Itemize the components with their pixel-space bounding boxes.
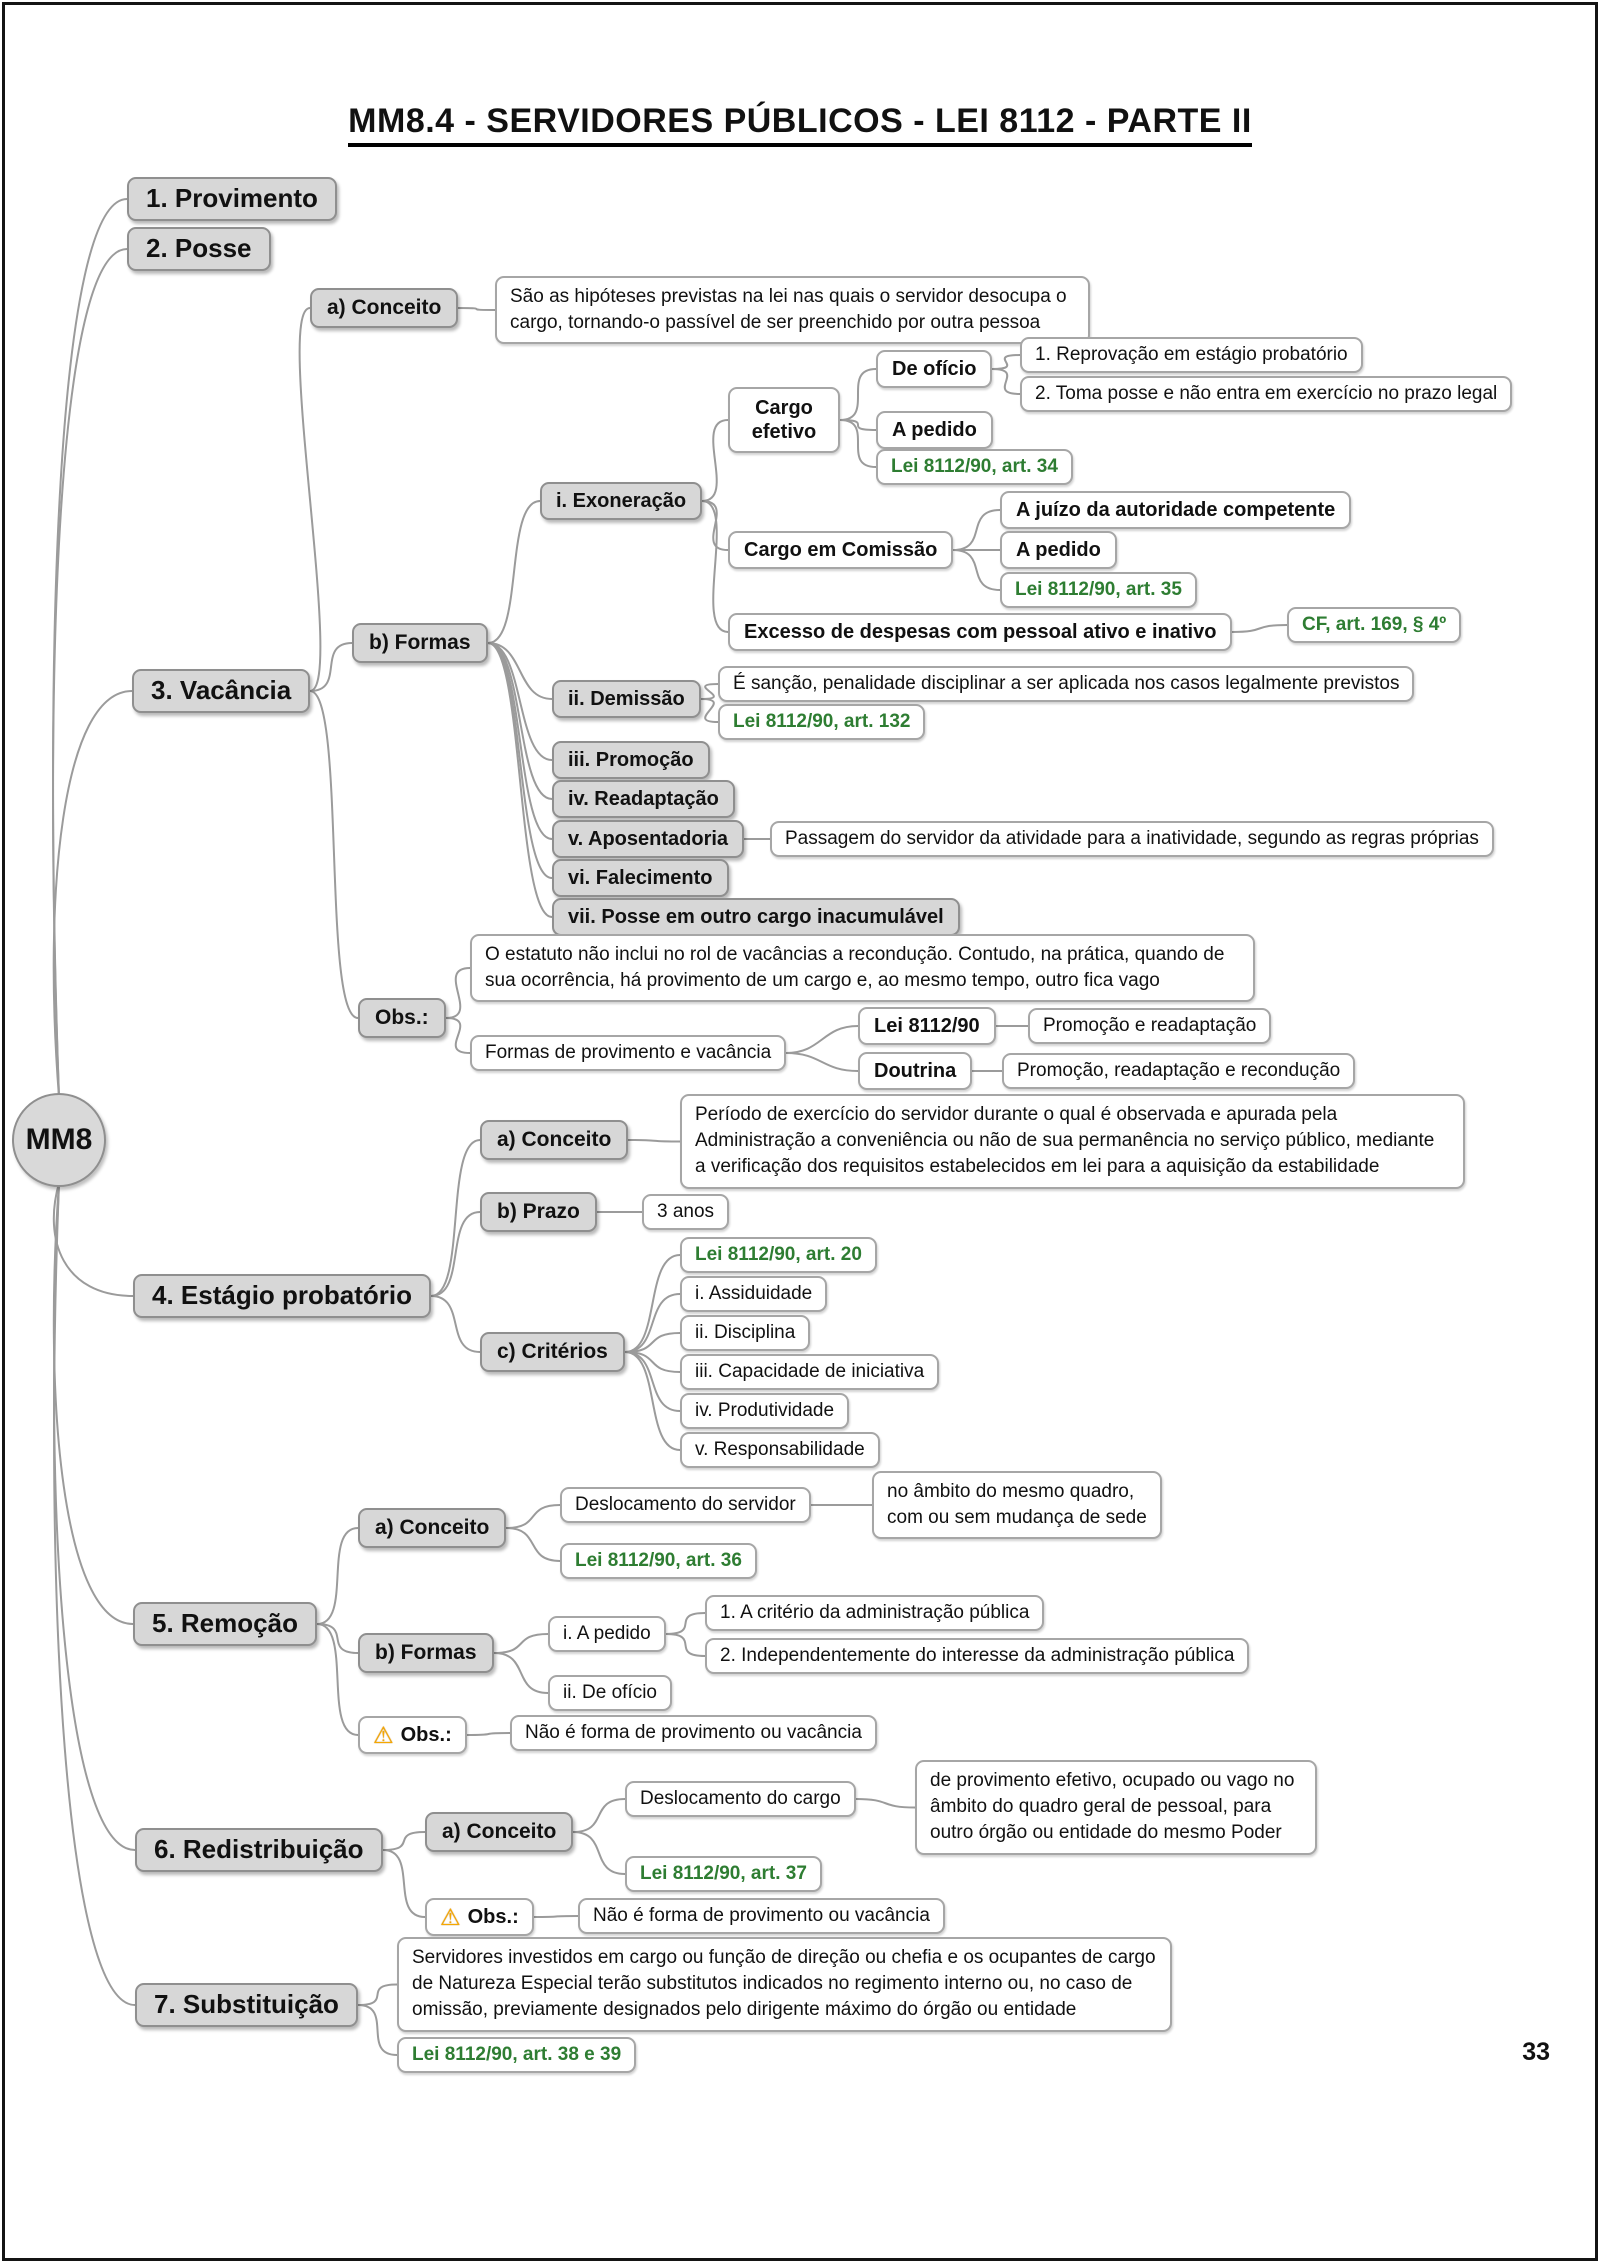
node-remocao-conceito: a) Conceito bbox=[358, 1508, 506, 1548]
root-node-mm8: MM8 bbox=[12, 1093, 106, 1187]
node-falecimento: vi. Falecimento bbox=[552, 859, 729, 897]
node-de-oficio: De ofício bbox=[876, 350, 992, 388]
text-redistribuicao-desc: de provimento efetivo, ocupado ou vago no âmbito do quadro geral de pessoal, para outro órgão ou entidade do mesmo Poder bbox=[915, 1760, 1317, 1855]
text-vacancia-obs-desc: O estatuto não inclui no rol de vacâncias a recondução. Contudo, na prática, quando de sua ocorrência, há provimento de um cargo e, ao mesmo tempo, outro fica vago bbox=[470, 934, 1255, 1002]
ref-lei-art38-39: Lei 8112/90, art. 38 e 39 bbox=[397, 2037, 636, 2073]
text-doutrina-valor: Promoção, readaptação e recondução bbox=[1002, 1053, 1355, 1089]
node-redistribuicao-conceito: a) Conceito bbox=[425, 1812, 573, 1852]
node-vacancia-conceito: a) Conceito bbox=[310, 288, 458, 328]
node-exoneracao: i. Exoneração bbox=[540, 482, 702, 520]
node-posse: 2. Posse bbox=[127, 227, 271, 271]
ref-lei-art37: Lei 8112/90, art. 37 bbox=[625, 1856, 822, 1892]
node-doutrina: Doutrina bbox=[858, 1052, 972, 1090]
node-vacancia-formas: b) Formas bbox=[352, 623, 488, 663]
ref-lei-art35: Lei 8112/90, art. 35 bbox=[1000, 572, 1197, 608]
node-vacancia-obs: Obs.: bbox=[358, 998, 446, 1038]
node-produtividade: iv. Produtividade bbox=[680, 1393, 849, 1429]
ref-lei-art132: Lei 8112/90, art. 132 bbox=[718, 704, 925, 740]
node-assiduidade: i. Assiduidade bbox=[680, 1276, 827, 1312]
text-toma-posse: 2. Toma posse e não entra em exercício no prazo legal bbox=[1020, 376, 1512, 412]
page-title bbox=[0, 102, 1600, 141]
node-vacancia: 3. Vacância bbox=[132, 669, 310, 713]
warning-icon: ⚠ bbox=[373, 1721, 394, 1748]
node-posse-inacumulavel: vii. Posse em outro cargo inacumulável bbox=[552, 898, 960, 936]
text-lei-valor: Promoção e readaptação bbox=[1028, 1008, 1271, 1044]
ref-lei-art36: Lei 8112/90, art. 36 bbox=[560, 1543, 757, 1579]
text-redistribuicao-obs-desc: Não é forma de provimento ou vacância bbox=[578, 1898, 945, 1934]
obs-label: Obs.: bbox=[467, 1906, 519, 1928]
node-remocao-obs bbox=[358, 1716, 467, 1754]
node-provimento: 1. Provimento bbox=[127, 177, 337, 221]
text-estagio-conceito-desc: Período de exercício do servidor durante o qual é observada e apurada pela Administração a conveniência ou não de sua permanência no serviço público, mediante a verificação dos requisitos estabelecidos em lei para a aquisição da estabilidade bbox=[680, 1094, 1465, 1189]
node-promocao: iii. Promoção bbox=[552, 741, 710, 779]
text-independente-interesse: 2. Independentemente do interesse da administração pública bbox=[705, 1638, 1249, 1674]
node-estagio-criterios: c) Critérios bbox=[480, 1332, 625, 1372]
text-remocao-ambito: no âmbito do mesmo quadro, com ou sem mudança de sede bbox=[872, 1471, 1162, 1539]
obs-label: Obs.: bbox=[400, 1724, 452, 1746]
node-a-pedido-comissao: A pedido bbox=[1000, 531, 1117, 569]
node-deslocamento-servidor: Deslocamento do servidor bbox=[560, 1487, 811, 1523]
node-responsabilidade: v. Responsabilidade bbox=[680, 1432, 880, 1468]
node-substituicao: 7. Substituição bbox=[135, 1983, 358, 2027]
node-disciplina: ii. Disciplina bbox=[680, 1315, 810, 1351]
node-cargo-efetivo: Cargo efetivo bbox=[728, 387, 840, 453]
text-substituicao-desc: Servidores investidos em cargo ou função de direção ou chefia e os ocupantes de cargo de Natureza Especial terão substitutos indicados no regimento interno ou, no caso de omissão, previamente designados pelo dirigente máximo do órgão ou entidade bbox=[397, 1937, 1172, 2032]
node-cargo-comissao: Cargo em Comissão bbox=[728, 531, 953, 569]
node-capacidade-iniciativa: iii. Capacidade de iniciativa bbox=[680, 1354, 939, 1390]
node-remocao-a-pedido: i. A pedido bbox=[548, 1616, 666, 1652]
node-aposentadoria: v. Aposentadoria bbox=[552, 820, 744, 858]
node-estagio-prazo: b) Prazo bbox=[480, 1192, 597, 1232]
ref-lei-art20: Lei 8112/90, art. 20 bbox=[680, 1237, 877, 1273]
page-number: 33 bbox=[1522, 2038, 1550, 2066]
text-vacancia-conceito-desc: São as hipóteses previstas na lei nas quais o servidor desocupa o cargo, tornando-o passível de ser preenchido por outra pessoa bbox=[495, 276, 1090, 344]
ref-cf-art169: CF, art. 169, § 4º bbox=[1287, 607, 1461, 643]
node-excesso-despesas: Excesso de despesas com pessoal ativo e inativo bbox=[728, 613, 1232, 651]
node-remocao: 5. Remoção bbox=[133, 1602, 317, 1646]
text-demissao-desc: É sanção, penalidade disciplinar a ser aplicada nos casos legalmente previstos bbox=[718, 666, 1414, 702]
ref-lei-art34: Lei 8112/90, art. 34 bbox=[876, 449, 1073, 485]
node-estagio-conceito: a) Conceito bbox=[480, 1120, 628, 1160]
node-remocao-formas: b) Formas bbox=[358, 1633, 494, 1673]
text-reprovacao-estagio: 1. Reprovação em estágio probatório bbox=[1020, 337, 1363, 373]
node-a-pedido-efetivo: A pedido bbox=[876, 411, 993, 449]
node-demissao: ii. Demissão bbox=[552, 680, 701, 718]
node-redistribuicao-obs bbox=[425, 1898, 534, 1936]
node-lei-8112-90: Lei 8112/90 bbox=[858, 1007, 996, 1045]
text-remocao-obs-desc: Não é forma de provimento ou vacância bbox=[510, 1715, 877, 1751]
node-estagio-probatorio: 4. Estágio probatório bbox=[133, 1274, 431, 1318]
node-juizo-autoridade: A juízo da autoridade competente bbox=[1000, 491, 1351, 529]
node-formas-provimento-vacancia: Formas de provimento e vacância bbox=[470, 1035, 786, 1071]
text-aposentadoria-desc: Passagem do servidor da atividade para a inatividade, segundo as regras próprias bbox=[770, 821, 1494, 857]
node-readaptacao: iv. Readaptação bbox=[552, 780, 735, 818]
node-remocao-de-oficio: ii. De ofício bbox=[548, 1675, 672, 1711]
page-title-text: MM8.4 - SERVIDORES PÚBLICOS - LEI 8112 - PARTE II bbox=[348, 102, 1252, 147]
text-criterio-administracao: 1. A critério da administração pública bbox=[705, 1595, 1044, 1631]
warning-icon: ⚠ bbox=[440, 1903, 461, 1930]
node-redistribuicao: 6. Redistribuição bbox=[135, 1828, 383, 1872]
node-deslocamento-cargo: Deslocamento do cargo bbox=[625, 1781, 856, 1817]
text-prazo-valor: 3 anos bbox=[642, 1194, 729, 1230]
